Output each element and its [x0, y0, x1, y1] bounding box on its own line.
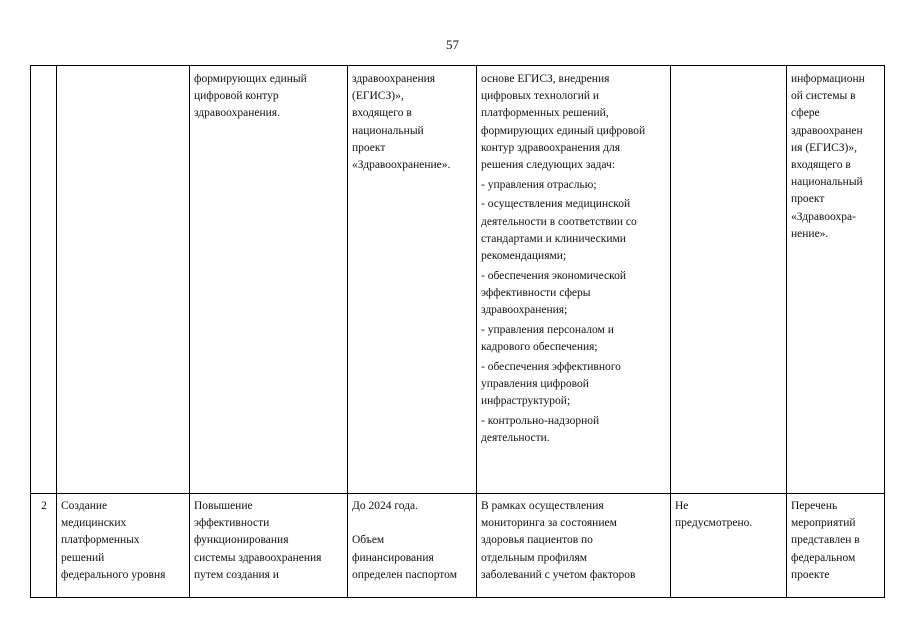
cell-text-line: федеральном — [791, 551, 856, 564]
cell-text-line: Перечень — [791, 500, 838, 512]
cell-text-line: До 2024 года. — [352, 500, 419, 512]
table-row — [31, 494, 885, 598]
cell-text-line: мониторинга за состоянием — [481, 517, 617, 530]
cell-text-line: входящего в — [352, 107, 412, 120]
cell-text-line: - обеспечения экономической — [481, 269, 626, 282]
cell-text-line: платформенных решений, — [481, 107, 609, 120]
cell-text-line: федерального уровня — [61, 568, 166, 581]
cell-text-line: формирующих единый цифровой — [481, 124, 646, 137]
table-cell-number — [31, 494, 57, 598]
cell-text-line: Не — [675, 500, 689, 512]
document-table — [30, 65, 885, 598]
cell-text-line: проекте — [791, 568, 830, 581]
cell-text-line: - обеспечения эффективного — [481, 360, 621, 373]
cell-text-line: мероприятий — [791, 517, 856, 530]
cell-text-line: эффективности — [194, 517, 270, 530]
cell-text-line: Создание — [61, 500, 108, 512]
cell-text-line: информационн — [791, 73, 865, 85]
table-cell-description — [477, 66, 671, 494]
table-cell-note — [787, 66, 885, 494]
cell-text-line: здравоохранения — [352, 73, 436, 85]
table-cell-event-name — [57, 494, 190, 598]
cell-text-line: инфраструктурой; — [481, 395, 571, 408]
cell-text-line: здоровья пациентов по — [481, 534, 593, 547]
cell-text-line: заболеваний с учетом факторов — [481, 568, 636, 581]
table-cell-extra — [671, 66, 787, 494]
cell-text-line: системы здравоохранения — [194, 551, 322, 564]
cell-text-line: цифровых технологий и — [481, 90, 600, 103]
cell-text-line: «Здравоохранение». — [352, 159, 451, 172]
cell-text-line: решения следующих задач: — [481, 159, 616, 172]
cell-text-line: 2 — [41, 500, 47, 512]
cell-text-line: деятельности в соответствии со — [481, 215, 637, 228]
table-cell-note — [787, 494, 885, 598]
cell-text-line: - управления персоналом и — [481, 323, 614, 336]
cell-text-line: здравоохранения. — [194, 107, 280, 120]
cell-text-line: ия (ЕГИСЗ)», — [791, 141, 858, 154]
table-cell-deadline — [348, 66, 477, 494]
cell-text-line: представлен в — [791, 534, 860, 547]
cell-text-line: формирующих единый — [194, 73, 307, 85]
cell-text-line: контур здравоохранения для — [481, 141, 620, 154]
cell-text-line: «Здравоохра- — [791, 210, 856, 223]
table-row — [31, 66, 885, 494]
cell-text-line: здравоохранения; — [481, 304, 568, 317]
cell-text-line: Объем — [352, 534, 385, 547]
cell-text-line: медицинских — [61, 517, 127, 530]
cell-text-line: проект — [352, 141, 386, 154]
cell-text-line: (ЕГИСЗ)», — [352, 90, 404, 103]
cell-text-line: нение». — [791, 227, 829, 240]
table-cell-number — [31, 66, 57, 494]
cell-text-line: определен паспортом — [352, 568, 457, 581]
cell-text-line: - управления отраслью; — [481, 178, 597, 191]
cell-text-line: национальный — [791, 176, 863, 189]
cell-text-line: цифровой контур — [194, 90, 279, 103]
cell-text-line: деятельности. — [481, 432, 550, 445]
cell-text-line: входящего в — [791, 159, 851, 172]
cell-text-line: решений — [61, 551, 105, 564]
cell-text-line — [352, 515, 473, 532]
cell-text-line: - осуществления медицинской — [481, 198, 631, 211]
cell-text-line: основе ЕГИСЗ, внедрения — [481, 73, 610, 85]
table-cell-description — [477, 494, 671, 598]
table-cell-extra — [671, 494, 787, 598]
cell-text-line: Повышение — [194, 500, 253, 512]
cell-text-line: стандартами и клиническими — [481, 232, 626, 245]
cell-text-line: здравоохранен — [791, 124, 863, 137]
cell-text-line: сфере — [791, 107, 820, 120]
cell-text-line: управления цифровой — [481, 377, 589, 390]
cell-text-line: платформенных — [61, 534, 140, 547]
cell-text-line: кадрового обеспечения; — [481, 341, 598, 354]
cell-text-line: проект — [791, 193, 825, 206]
cell-text-line: рекомендациями; — [481, 250, 567, 263]
table-cell-event-name — [57, 66, 190, 494]
cell-text-line: В рамках осуществления — [481, 500, 604, 512]
cell-text-line: - контрольно-надзорной — [481, 414, 600, 427]
table-cell-deadline — [348, 494, 477, 598]
cell-text-line: функционирования — [194, 534, 289, 547]
cell-text-line: эффективности сферы — [481, 286, 591, 299]
table-cell-goal — [190, 494, 348, 598]
cell-text-line: отдельным профилям — [481, 551, 588, 564]
cell-text-line: предусмотрено. — [675, 517, 753, 530]
cell-text-line: финансирования — [352, 551, 434, 564]
cell-text-line: путем создания и — [194, 568, 279, 581]
table-cell-goal — [190, 66, 348, 494]
cell-text-line: национальный — [352, 124, 424, 137]
cell-text-line: ой системы в — [791, 90, 856, 103]
page-number: 57 — [446, 37, 459, 52]
